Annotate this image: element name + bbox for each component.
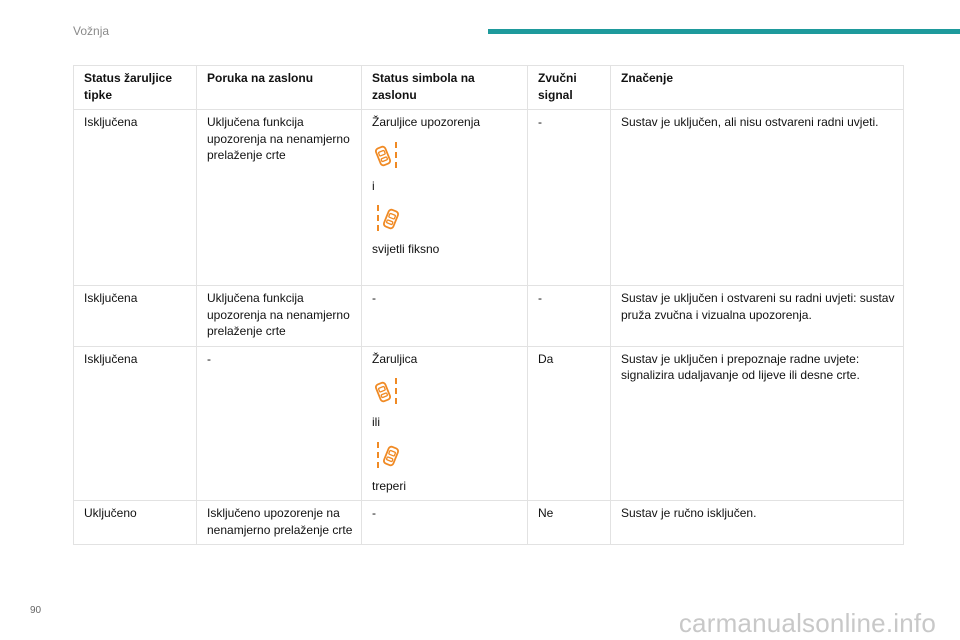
- cell-display-message: Isključeno upozorenje na nenamjerno prelaženje crte: [197, 501, 362, 545]
- header-symbol-status: Status simbola na zaslonu: [362, 66, 528, 110]
- section-title: Vožnja: [73, 24, 110, 38]
- table-row: [74, 110, 904, 286]
- lane-departure-left-icon: [372, 140, 521, 170]
- indicator-status-table: [73, 65, 904, 545]
- cell-audible-signal: Ne: [528, 501, 611, 545]
- cell-meaning: Sustav je uključen i ostvareni su radni uvjeti: sustav pruža zvučna i vizualna upozorenja.: [611, 286, 904, 347]
- cell-lamp-status: Uključeno: [74, 501, 197, 545]
- symbol-text: i: [372, 178, 375, 193]
- cell-audible-signal: Da: [528, 346, 611, 501]
- section-accent-bar: [488, 29, 960, 34]
- table-row: [74, 501, 904, 545]
- cell-meaning: Sustav je uključen i prepoznaje radne uvjete: signalizira udaljavanje od lijeve ili desne crte.: [611, 346, 904, 501]
- cell-meaning: Sustav je ručno isključen.: [611, 501, 904, 545]
- table-header-row: [74, 66, 904, 110]
- watermark: carmanualsonline.info: [678, 608, 936, 638]
- cell-lamp-status: Isključena: [74, 110, 197, 286]
- cell-audible-signal: -: [528, 110, 611, 286]
- lane-departure-left-icon: [372, 376, 521, 406]
- table-row: [74, 346, 904, 501]
- page-number: 90: [30, 605, 42, 616]
- symbol-text: ili: [372, 415, 380, 429]
- cell-meaning: Sustav je uključen, ali nisu ostvareni radni uvjeti.: [611, 110, 904, 286]
- symbol-text: treperi: [372, 478, 407, 493]
- cell-display-message: Uključena funkcija upozorenja na nenamjerno prelaženje crte: [197, 286, 362, 347]
- lane-departure-right-icon: [372, 203, 521, 233]
- cell-display-message: Uključena funkcija upozorenja na nenamjerno prelaženje crte: [197, 110, 362, 286]
- cell-audible-signal: -: [528, 286, 611, 347]
- symbol-text: svijetli fiksno: [372, 242, 440, 256]
- table-row: [74, 286, 904, 347]
- symbol-text: Žaruljica: [372, 351, 418, 366]
- header-lamp-status: Status žaruljice tipke: [74, 66, 197, 110]
- cell-symbol-status: -: [362, 501, 528, 545]
- header-meaning: Značenje: [611, 66, 904, 110]
- cell-lamp-status: Isključena: [74, 346, 197, 501]
- cell-lamp-status: Isključena: [74, 286, 197, 347]
- header-display-message: Poruka na zaslonu: [197, 66, 362, 110]
- cell-symbol-status: -: [362, 286, 528, 347]
- cell-symbol-status: [362, 346, 528, 501]
- symbol-text: Žaruljice upozorenja: [372, 115, 481, 129]
- header-audible-signal: Zvučni signal: [528, 66, 611, 110]
- lane-departure-right-icon: [372, 440, 521, 470]
- cell-display-message: -: [197, 346, 362, 501]
- cell-symbol-status: [362, 110, 528, 286]
